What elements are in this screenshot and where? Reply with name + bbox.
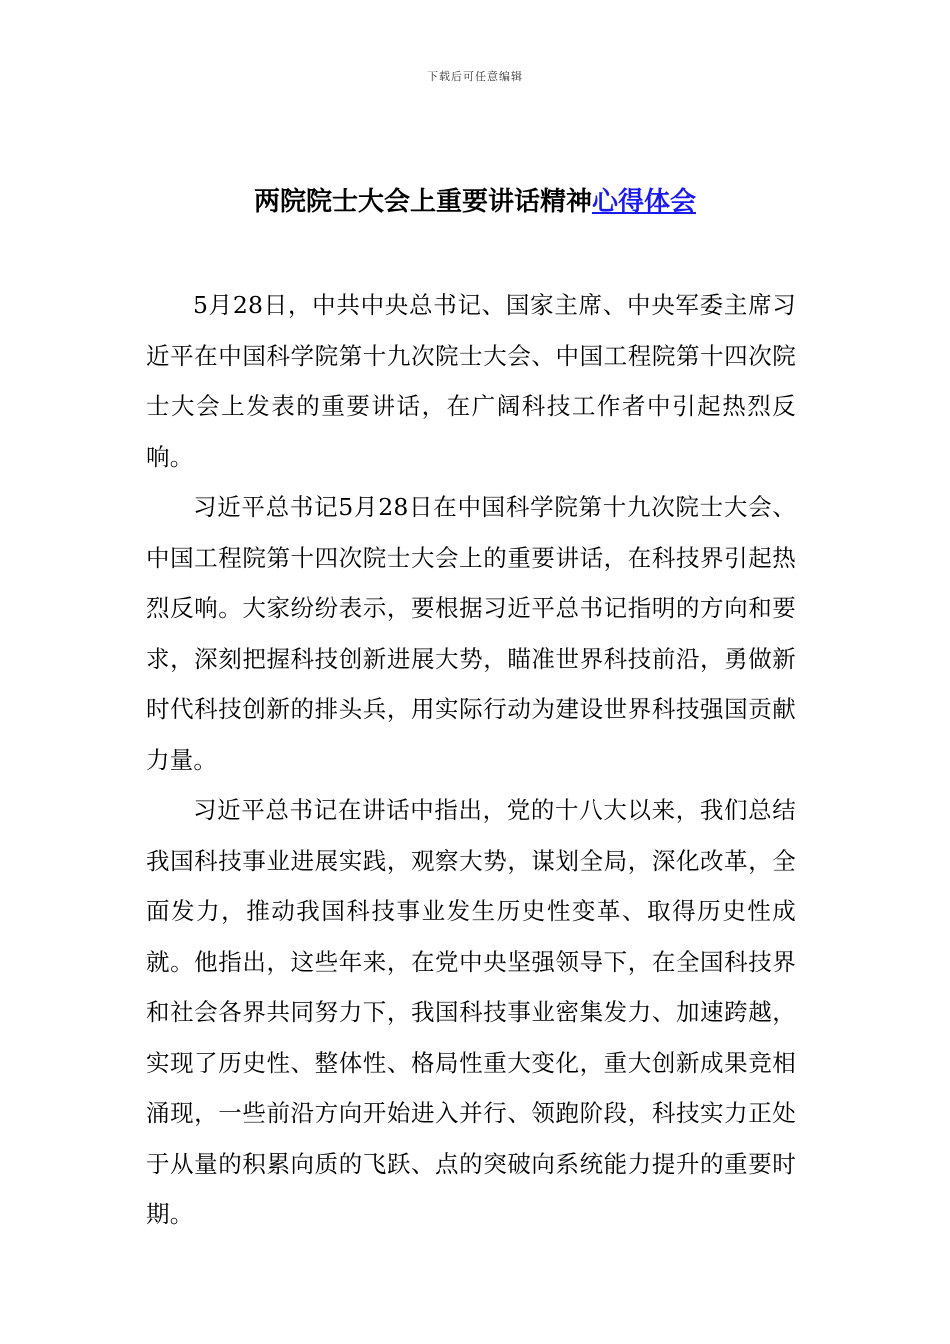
document-body [146,280,796,1240]
document-title [0,180,950,224]
title-link-xindetihui[interactable]: 心得体会 [592,187,697,217]
page-header-note: 下载后可任意编辑 [427,70,523,83]
paragraph-1: 5月28日，中共中央总书记、国家主席、中央军委主席习近平在中国科学院第十九次院士大会、中国工程院第十四次院士大会上发表的重要讲话，在广阔科技工作者中引起热烈反响。 [146,291,796,471]
paragraph-3: 习近平总书记在讲话中指出，党的十八大以来，我们总结我国科技事业进展实践，观察大势，谋划全局，深化改革，全面发力，推动我国科技事业发生历史性变革、取得历史性成就。他指出，这些年来，在党中央坚强领导下，在全国科技界和社会各界共同努力下，我国科技事业密集发力、加速跨越，实现了历史性、整体性、格局性重大变化，重大创新成果竞相涌现，一些前沿方向开始进入并行、领跑阶段，科技实力正处于从量的积累向质的飞跃、点的突破向系统能力提升的重要时期。 [146,796,796,1228]
paragraph-2: 习近平总书记5月28日在中国科学院第十九次院士大会、中国工程院第十四次院士大会上的重要讲话，在科技界引起热烈反响。大家纷纷表示，要根据习近平总书记指明的方向和要求，深刻把握科技创新进展大势，瞄准世界科技前沿，勇做新时代科技创新的排头兵，用实际行动为建设世界科技强国贡献力量。 [146,493,796,774]
title-main-text: 两院院士大会上重要讲话精神 [253,187,592,217]
